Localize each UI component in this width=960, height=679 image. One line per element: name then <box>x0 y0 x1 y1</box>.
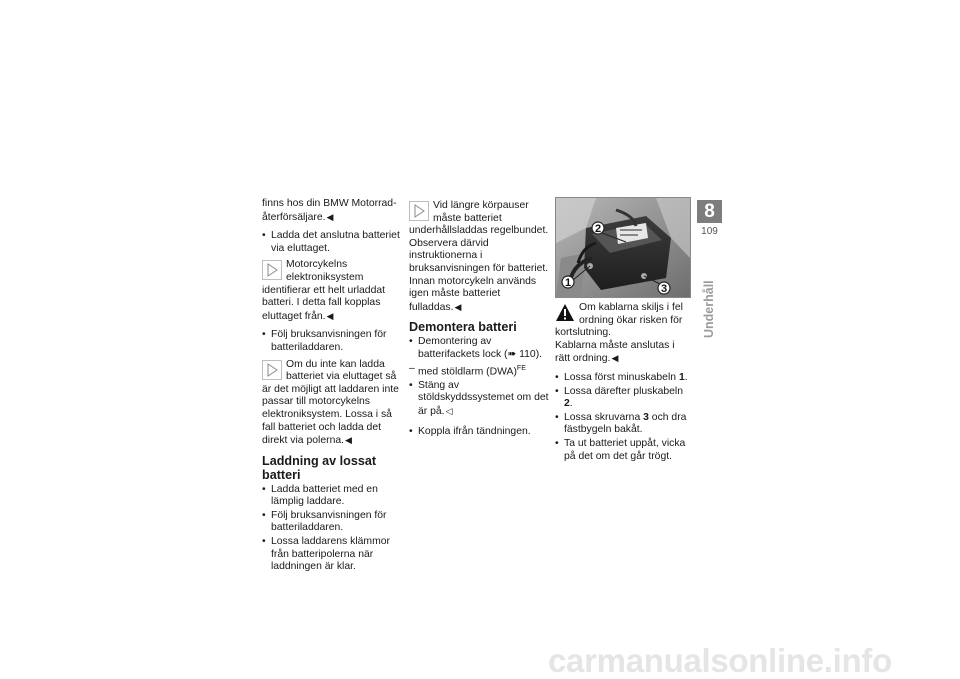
list-item: • Ta ut batteriet uppåt, vicka på det om det går trögt. <box>555 438 689 463</box>
warning-icon <box>555 303 575 323</box>
note-text: Vid längre körpauser måste batteriet underhållsladdas regelbundet. Observera därvid instruktionerna i bruksanvisningen för batteriet. Innan motorcykeln används igen måste batteriet fulladdas. <box>409 200 549 313</box>
section-title: Underhåll <box>702 280 716 338</box>
callout-label: 1 <box>564 277 572 289</box>
column-2 <box>409 198 549 443</box>
bullet-list <box>262 329 402 354</box>
list-item: • Stäng av stöldskyddssystemet om det är på.◁ <box>409 380 549 419</box>
end-marker: ◀ <box>326 310 334 321</box>
option-superscript: FE <box>516 364 526 372</box>
chapter-number: 8 <box>697 200 722 223</box>
list-item: • Följ bruksanvisningen för batteriladdaren. <box>262 510 402 535</box>
warning-block <box>555 302 689 366</box>
bullet-list <box>262 484 402 574</box>
end-marker: ◀ <box>611 353 619 364</box>
warning-text: Om kablarna skiljs i fel ordning ökar risken för kortslutning. <box>555 302 683 339</box>
end-marker: ◀ <box>345 435 352 446</box>
bullet-list <box>409 426 549 439</box>
list-item: • Koppla ifrån tändningen. <box>409 426 549 439</box>
end-marker: ◁ <box>445 405 453 416</box>
note-text: Motorcykelns elektroniksystem identifierar ett helt urladdat batteri. I detta fall kopplas eluttaget från. <box>262 259 386 322</box>
column-1 <box>262 198 402 578</box>
list-item: • Ladda det anslutna batteriet via eluttaget. <box>262 230 402 255</box>
bullet-list <box>262 230 402 255</box>
callout-label: 3 <box>660 283 668 295</box>
column-3 <box>555 300 689 467</box>
end-marker: ◀ <box>326 211 334 222</box>
note-triangle-icon <box>409 201 429 221</box>
note-block <box>262 259 402 323</box>
section-heading: Demontera batteri <box>409 320 517 335</box>
page-ref-arrow-icon: ➠ <box>507 348 517 360</box>
end-marker: ◀ <box>454 301 462 312</box>
callout-label: 2 <box>594 223 602 235</box>
battery-figure <box>555 197 691 298</box>
list-item: – med stöldlarm (DWA)$^{FE}$ <box>409 363 549 379</box>
page-number: 109 <box>701 226 718 237</box>
list-item: • Lossa först minuskabeln 1. <box>555 372 689 385</box>
watermark: carmanualsonline.info <box>548 642 892 679</box>
paragraph: finns hos din BMW Motorrad-återförsäljare.◀ <box>262 198 397 223</box>
list-item: • Lossa laddarens klämmor från batteripolerna när laddningen är klar. <box>262 536 402 574</box>
list-item: • Lossa skruvarna 3 och dra fästbygeln bakåt. <box>555 412 689 437</box>
list-item: • Ladda batteriet med en lämplig laddare. <box>262 484 402 509</box>
note-block <box>262 359 402 448</box>
battery-photo <box>556 198 690 297</box>
page-ref[interactable]: 110 <box>519 348 536 360</box>
list-item: • Följ bruksanvisningen för batteriladdaren. <box>262 329 402 354</box>
bullet-list <box>555 372 689 463</box>
note-triangle-icon <box>262 360 282 380</box>
list-item: • Lossa därefter pluskabeln 2. <box>555 386 689 411</box>
list-item: • Demontering av batterifackets lock (➠ 110). <box>409 336 549 361</box>
bullet-list <box>409 336 549 418</box>
note-text: Om du inte kan ladda batteriet via eluttaget så är det möjligt att laddaren inte passar till motorcykelns elektroniksystem. Lossa i så fall batteriet och ladda det direkt via polerna. <box>262 358 399 447</box>
section-heading: Laddning av lossat batteri <box>262 453 377 482</box>
note-block <box>409 200 549 314</box>
note-triangle-icon <box>262 260 282 280</box>
warning-text: Kablarna måste anslutas i rätt ordning. <box>555 339 675 365</box>
